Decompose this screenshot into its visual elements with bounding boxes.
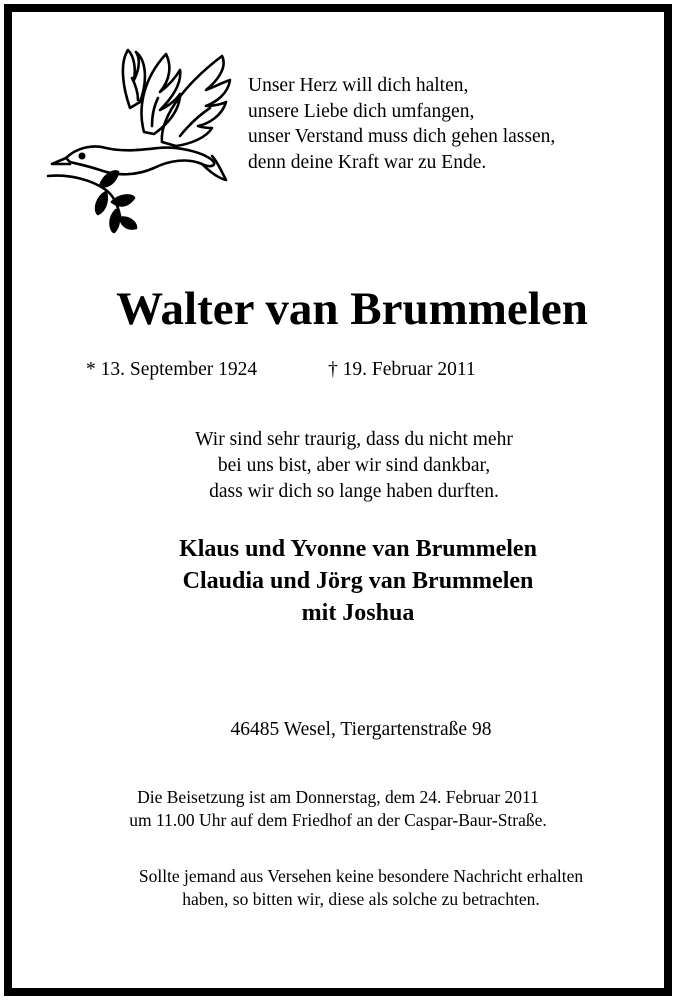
family-line: Claudia und Jörg van Brummelen bbox=[182, 568, 534, 594]
verse-line: unsere Liebe dich umfangen, bbox=[248, 100, 475, 122]
verse-line: Unser Herz will dich halten, bbox=[248, 75, 469, 96]
verse-line: unser Verstand muss dich gehen lassen, bbox=[248, 126, 556, 147]
verse-line: denn deine Kraft war zu Ende. bbox=[248, 151, 487, 173]
funeral-line: Die Beisetzung ist am Donnerstag, dem 24. Februar 2011 bbox=[137, 787, 539, 807]
family-line: mit Joshua bbox=[301, 600, 415, 626]
family-address: 46485 Wesel, Tiergartenstraße 98 bbox=[230, 719, 492, 740]
notice-line: Sollte jemand aus Versehen keine besondere Nachricht erhalten bbox=[138, 866, 584, 886]
birth-date: * 13. September 1924 bbox=[86, 359, 258, 380]
dove-with-olive-branch-icon bbox=[40, 40, 240, 240]
deceased-name: Walter van Brummelen bbox=[116, 283, 588, 335]
family-line: Klaus und Yvonne van Brummelen bbox=[179, 536, 537, 562]
funeral-line: um 11.00 Uhr auf dem Friedhof an der Caspar-Baur-Straße. bbox=[129, 810, 547, 830]
mourning-message bbox=[0, 427, 676, 505]
verse-poem bbox=[248, 73, 555, 175]
death-date: † 19. Februar 2011 bbox=[328, 359, 476, 380]
message-line: dass wir dich so lange haben durften. bbox=[209, 481, 499, 502]
notice-text bbox=[0, 865, 676, 911]
funeral-details bbox=[0, 786, 676, 832]
family-signatures bbox=[0, 533, 676, 629]
message-line: Wir sind sehr traurig, dass du nicht mehr bbox=[195, 429, 513, 450]
message-line: bei uns bist, aber wir sind dankbar, bbox=[217, 455, 491, 476]
notice-line: haben, so bitten wir, diese als solche zu betrachten. bbox=[182, 889, 540, 909]
